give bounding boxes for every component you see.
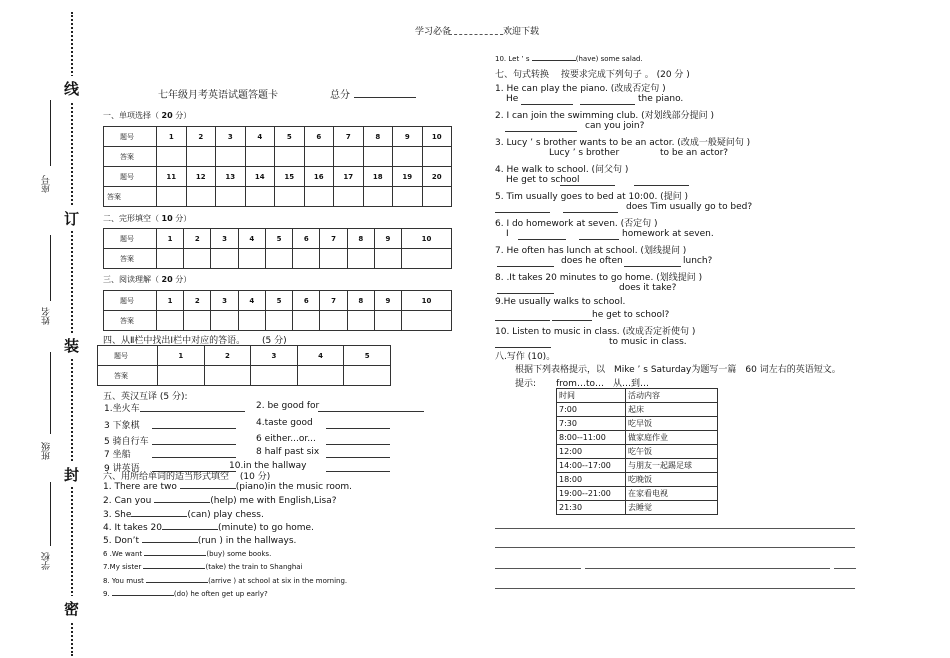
transform-blank[interactable] (579, 239, 619, 240)
translate-item-left: 9 讲英语 (104, 464, 140, 474)
schedule-row (557, 389, 718, 403)
question-number: 5 (265, 229, 292, 249)
answer-row (104, 249, 452, 269)
answer-cell[interactable] (211, 249, 238, 269)
fill-blank-input[interactable] (144, 555, 206, 556)
section3-answer-grid (103, 290, 452, 331)
answer-cell[interactable] (393, 187, 423, 207)
schedule-row (557, 417, 718, 431)
fill-blank-item (103, 577, 347, 585)
margin-char-xian: 线 (64, 76, 79, 101)
translate-blank[interactable] (152, 444, 236, 445)
answer-cell[interactable] (157, 366, 204, 386)
transform-blank[interactable] (624, 266, 681, 267)
fill-blank-stem: 10. Let ’ s (495, 55, 532, 63)
fill-blank-stem: 3. She (103, 510, 132, 520)
transform-blank[interactable] (495, 347, 551, 348)
fill-blank-item (495, 55, 643, 63)
writing-line[interactable] (495, 588, 855, 589)
answer-label: 答案 (104, 311, 157, 331)
question-number: 6 (293, 229, 320, 249)
fill-blank-input[interactable] (143, 568, 205, 569)
translate-item-right: 6 either...or... (256, 434, 316, 444)
answer-cell[interactable] (334, 187, 364, 207)
header-divider (449, 34, 503, 35)
schedule-time: 19:00--21:00 (557, 487, 626, 501)
question-number: 2 (184, 291, 211, 311)
section7-heading: 七、句式转换 按要求完成下列句子 。 (20 分 ) (495, 70, 690, 80)
question-number: 10 (422, 127, 452, 147)
row-label: 题号 (98, 346, 158, 366)
row-label: 题号 (104, 127, 157, 147)
schedule-time: 7:30 (557, 417, 626, 431)
transform-blank[interactable] (521, 104, 573, 105)
transform-blank[interactable] (497, 293, 554, 294)
answer-cell[interactable] (216, 147, 246, 167)
fill-blank-stem: 5. Don’t (103, 536, 142, 546)
section2-answer-grid (103, 228, 452, 269)
answer-cell[interactable] (422, 187, 452, 207)
writing-line[interactable] (495, 547, 855, 548)
answer-cell[interactable] (293, 311, 320, 331)
question-number: 5 (344, 346, 391, 366)
schedule-time: 7:00 (557, 403, 626, 417)
transform-line: Lucy ’ s brother (549, 148, 620, 158)
answer-cell[interactable] (157, 249, 184, 269)
answer-row (104, 147, 452, 167)
translate-blank[interactable] (152, 428, 236, 429)
translate-blank[interactable] (326, 428, 390, 429)
answer-cell[interactable] (184, 249, 211, 269)
transform-blank[interactable] (634, 185, 689, 186)
question-number: 1 (157, 346, 204, 366)
fill-blank-input[interactable] (131, 516, 187, 517)
section4-title: 四、从Ⅱ栏中找出Ⅰ栏中对应的答语。 (103, 336, 246, 346)
transform-line: the piano. (638, 94, 684, 104)
fill-blank-rest: (have) some salad. (575, 55, 643, 63)
section1-points: 20 (161, 111, 173, 120)
question-number: 7 (334, 127, 364, 147)
answer-cell[interactable] (265, 311, 292, 331)
transform-line: 4. He walk to school. (问父句 ) (495, 165, 629, 175)
transform-line: does it take? (619, 283, 677, 293)
translate-item-right: 4.taste good (256, 418, 313, 428)
fill-blank-input[interactable] (162, 529, 218, 530)
row-label: 题号 (104, 229, 157, 249)
fill-blank-input[interactable] (154, 502, 210, 503)
transform-line: does he often (561, 256, 623, 266)
answer-cell[interactable] (402, 249, 452, 269)
fill-blank-input[interactable] (180, 488, 236, 489)
question-number: 4 (245, 127, 275, 147)
transform-blank[interactable] (495, 212, 550, 213)
answer-cell[interactable] (320, 249, 347, 269)
section2-unit: 分） (175, 214, 192, 223)
answer-cell[interactable] (363, 147, 393, 167)
fill-blank-stem: 8. You must (103, 577, 147, 585)
transform-line: 8. .It takes 20 minutes to go home. (划线提问 ) (495, 273, 703, 283)
question-number: 16 (304, 167, 334, 187)
question-number: 9 (374, 291, 401, 311)
schedule-activity: 吃午饭 (626, 445, 718, 459)
fill-blank-stem: 9. (103, 590, 112, 598)
fill-blank-stem: 1. There are two (103, 482, 180, 492)
schedule-activity: 去睡觉 (626, 501, 718, 515)
question-number: 6 (304, 127, 334, 147)
answer-cell[interactable] (275, 147, 305, 167)
section4-answer-grid (97, 345, 391, 386)
margin-label-seat: 座号 (42, 175, 52, 193)
writing-line[interactable] (834, 568, 856, 569)
schedule-activity: 起床 (626, 403, 718, 417)
answer-cell[interactable] (184, 311, 211, 331)
transform-line: He get to school (506, 175, 580, 185)
schedule-activity: 吃早饭 (626, 417, 718, 431)
number-row (98, 346, 391, 366)
translate-blank[interactable] (326, 444, 390, 445)
schedule-time: 时间 (557, 389, 626, 403)
transform-line: He (506, 94, 519, 104)
question-number: 4 (238, 291, 265, 311)
transform-line: can you join? (585, 121, 645, 131)
translate-item-left: 3 下象棋 (104, 421, 140, 431)
answer-cell[interactable] (157, 187, 187, 207)
section3-heading (103, 274, 191, 285)
section8-heading: 八.写作 (10)。 (495, 352, 556, 362)
transform-line: to music in class. (609, 337, 687, 347)
transform-line: homework at seven. (622, 229, 714, 239)
question-number: 10 (402, 291, 452, 311)
transform-line: does Tim usually go to bed? (626, 202, 753, 212)
answer-cell[interactable] (251, 366, 298, 386)
fill-blank-rest: (buy) some books. (206, 550, 272, 558)
fill-blank-item (103, 590, 268, 598)
question-number: 8 (347, 291, 374, 311)
answer-row (98, 366, 391, 386)
transform-blank[interactable] (505, 131, 577, 132)
translate-blank[interactable] (326, 471, 390, 472)
fill-blank-input[interactable] (146, 582, 208, 583)
transform-blank[interactable] (497, 266, 554, 267)
fill-blank-input[interactable] (142, 542, 198, 543)
section8-hint: from…to… 从…到… (556, 379, 649, 389)
transform-line: 6. I do homework at seven. (否定句 ) (495, 219, 658, 229)
answer-row (104, 311, 452, 331)
margin-line (50, 235, 51, 301)
schedule-row (557, 431, 718, 445)
section8-hint-label: 提示: (515, 379, 537, 389)
section4-points: (5 分) (261, 336, 287, 346)
answer-cell[interactable] (374, 249, 401, 269)
question-number: 19 (393, 167, 423, 187)
question-number: 14 (245, 167, 275, 187)
transform-line: 1. He can play the piano. (改成否定句 ) (495, 84, 666, 94)
translate-item-left: 5 骑自行车 (104, 437, 149, 447)
answer-cell[interactable] (275, 187, 305, 207)
question-number: 8 (347, 229, 374, 249)
question-number: 9 (393, 127, 423, 147)
transform-blank[interactable] (495, 320, 550, 321)
answer-cell[interactable] (297, 366, 344, 386)
answer-cell[interactable] (334, 147, 364, 167)
schedule-time: 12:00 (557, 445, 626, 459)
answer-cell[interactable] (347, 249, 374, 269)
fill-blank-rest: (piano)in the music room. (235, 482, 353, 492)
translate-item-right: 2. be good for (256, 401, 320, 411)
answer-cell[interactable] (157, 311, 184, 331)
section1-title: 一、单项选择（ (103, 111, 159, 120)
transform-line: I (506, 229, 509, 239)
transform-line: 5. Tim usually goes to bed at 10:00. (提问 ) (495, 192, 689, 202)
section3-points: 20 (161, 275, 173, 284)
translate-item-right: 8 half past six (256, 447, 320, 457)
total-score-label: 总分 (330, 90, 350, 101)
question-number: 3 (251, 346, 298, 366)
translate-blank[interactable] (140, 411, 245, 412)
margin-line (50, 100, 51, 166)
schedule-time: 14:00--17:00 (557, 459, 626, 473)
question-number: 1 (157, 229, 184, 249)
answer-cell[interactable] (211, 311, 238, 331)
margin-char-mi: 密 (64, 596, 79, 621)
question-number: 15 (275, 167, 305, 187)
fill-blank-item (103, 482, 352, 492)
answer-cell[interactable] (245, 187, 275, 207)
answer-cell[interactable] (320, 311, 347, 331)
schedule-row (557, 403, 718, 417)
answer-cell[interactable] (238, 311, 265, 331)
question-number: 1 (157, 127, 187, 147)
section3-title: 三、阅读理解（ (103, 275, 159, 284)
answer-cell[interactable] (344, 366, 391, 386)
margin-label-class: 班级 (42, 442, 52, 460)
answer-cell[interactable] (393, 147, 423, 167)
transform-blank[interactable] (580, 104, 635, 105)
schedule-activity: 在家看电视 (626, 487, 718, 501)
schedule-row (557, 501, 718, 515)
answer-label: 答案 (104, 147, 157, 167)
question-number: 1 (157, 291, 184, 311)
fill-blank-stem: 6 .We want (103, 550, 145, 558)
fill-blank-item (103, 563, 303, 571)
number-row (104, 167, 452, 187)
answer-cell[interactable] (347, 311, 374, 331)
writing-line[interactable] (495, 568, 581, 569)
translate-item-right: 10.in the hallway (229, 461, 307, 471)
fill-blank-item (103, 510, 264, 520)
fill-blank-input[interactable] (532, 60, 576, 61)
transform-line: 10. Listen to music in class. (改成否定祈使句 ) (495, 327, 696, 337)
fill-blank-rest: (do) he often get up early? (173, 590, 268, 598)
fill-blank-rest: (run ) in the hallways. (197, 536, 297, 546)
section8-prompt: 根据下列表格提示，以 Mike ’ s Saturday为题写一篇 60 词左右的英语短文。 (515, 365, 841, 375)
question-number: 2 (186, 127, 216, 147)
translate-blank[interactable] (326, 457, 390, 458)
question-number: 12 (186, 167, 216, 187)
answer-cell[interactable] (216, 187, 246, 207)
schedule-row (557, 487, 718, 501)
answer-cell[interactable] (186, 187, 216, 207)
transform-line: 3. Lucy ’ s brother wants to be an actor. (改成一般疑问句 ) (495, 138, 751, 148)
fill-blank-rest: (help) me with English,Lisa? (210, 496, 337, 506)
fill-blank-item (103, 523, 314, 533)
answer-cell[interactable] (304, 187, 334, 207)
schedule-row (557, 459, 718, 473)
section1-answer-grid (103, 126, 452, 207)
transform-line: 7. He often has lunch at school. (划线提问 ) (495, 246, 687, 256)
fill-blank-item (103, 496, 337, 506)
section2-title: 二、完形填空（ (103, 214, 159, 223)
header-left: 学习必备 (415, 27, 452, 37)
section1-heading (103, 110, 191, 121)
section6-points: (10 分) (239, 472, 271, 482)
transform-line: 9.He usually walks to school. (495, 297, 626, 307)
transform-line: he get to school? (592, 310, 670, 320)
section3-unit: 分） (175, 275, 192, 284)
transform-line: lunch? (683, 256, 713, 266)
answer-label: 答案 (104, 187, 157, 207)
translate-blank[interactable] (152, 457, 236, 458)
number-row (104, 229, 452, 249)
question-number: 13 (216, 167, 246, 187)
translate-item-left: 7 坐船 (104, 450, 131, 460)
answer-cell[interactable] (157, 147, 187, 167)
schedule-time: 18:00 (557, 473, 626, 487)
question-number: 10 (402, 229, 452, 249)
schedule-row (557, 473, 718, 487)
fill-blank-stem: 2. Can you (103, 496, 155, 506)
fill-blank-input[interactable] (112, 595, 174, 596)
question-number: 5 (265, 291, 292, 311)
question-number: 11 (157, 167, 187, 187)
total-score-blank[interactable] (354, 97, 416, 98)
section6-heading (103, 469, 270, 482)
question-number: 8 (363, 127, 393, 147)
section2-points: 10 (161, 214, 173, 223)
margin-label-school: 学校 (42, 552, 52, 570)
fill-blank-stem: 7.My sister (103, 563, 144, 571)
writing-line[interactable] (495, 528, 855, 529)
question-number: 6 (293, 291, 320, 311)
margin-char-zhuang: 装 (64, 333, 79, 358)
question-number: 4 (238, 229, 265, 249)
answer-cell[interactable] (238, 249, 265, 269)
question-number: 18 (363, 167, 393, 187)
transform-blank[interactable] (560, 185, 615, 186)
answer-cell[interactable] (204, 366, 251, 386)
question-number: 20 (422, 167, 452, 187)
writing-line[interactable] (585, 568, 830, 569)
number-row (104, 291, 452, 311)
transform-blank[interactable] (563, 212, 618, 213)
transform-blank[interactable] (552, 320, 592, 321)
schedule-activity: 做家庭作业 (626, 431, 718, 445)
fill-blank-item (103, 536, 296, 546)
question-number: 4 (297, 346, 344, 366)
question-number: 3 (211, 229, 238, 249)
answer-cell[interactable] (422, 147, 452, 167)
page-title: 七年级月考英语试题答题卡 (158, 90, 278, 101)
answer-cell[interactable] (186, 147, 216, 167)
schedule-activity: 吃晚饭 (626, 473, 718, 487)
question-number: 9 (374, 229, 401, 249)
schedule-activity: 与朋友一起踢足球 (626, 459, 718, 473)
fill-blank-stem: 4. It takes 20 (103, 523, 162, 533)
question-number: 2 (184, 229, 211, 249)
question-number: 7 (320, 229, 347, 249)
margin-label-name: 姓名 (42, 307, 52, 325)
answer-cell[interactable] (265, 249, 292, 269)
answer-cell[interactable] (245, 147, 275, 167)
schedule-time: 21:30 (557, 501, 626, 515)
answer-row (104, 187, 452, 207)
schedule-activity: 活动内容 (626, 389, 718, 403)
row-label: 题号 (104, 291, 157, 311)
question-number: 5 (275, 127, 305, 147)
margin-line (50, 482, 51, 546)
header-right: 欢迎下载 (503, 27, 540, 37)
row-label: 题号 (104, 167, 157, 187)
answer-cell[interactable] (402, 311, 452, 331)
transform-blank[interactable] (518, 239, 566, 240)
answer-label: 答案 (98, 366, 158, 386)
question-number: 3 (211, 291, 238, 311)
schedule-time: 8:00--11:00 (557, 431, 626, 445)
translate-blank[interactable] (318, 411, 424, 412)
margin-char-feng: 封 (64, 462, 79, 487)
number-row (104, 127, 452, 147)
transform-line: 2. I can join the swimming club. (对划线部分提问 ) (495, 111, 715, 121)
margin-char-ding: 订 (64, 206, 79, 231)
section6-title: 六、用所给单词的适当形式填空 (103, 472, 230, 482)
section1-unit: 分） (175, 111, 192, 120)
section5-heading: 五、英汉互译 (5 分): (103, 392, 188, 402)
question-number: 7 (320, 291, 347, 311)
answer-label: 答案 (104, 249, 157, 269)
fill-blank-rest: (can) play chess. (187, 510, 264, 520)
section2-heading (103, 213, 191, 224)
schedule-table (556, 388, 718, 515)
margin-line (50, 352, 51, 434)
schedule-row (557, 445, 718, 459)
answer-cell[interactable] (374, 311, 401, 331)
answer-cell[interactable] (304, 147, 334, 167)
question-number: 3 (216, 127, 246, 147)
translate-item-left: 1.坐火车 (104, 404, 140, 414)
fill-blank-rest: (take) the train to Shanghai (205, 563, 303, 571)
answer-cell[interactable] (293, 249, 320, 269)
question-number: 2 (204, 346, 251, 366)
answer-cell[interactable] (363, 187, 393, 207)
question-number: 17 (334, 167, 364, 187)
transform-line: to be an actor? (660, 148, 729, 158)
fill-blank-rest: (minute) to go home. (217, 523, 314, 533)
fill-blank-item (103, 550, 271, 558)
fill-blank-rest: (arrive ) at school at six in the morning. (208, 577, 348, 585)
